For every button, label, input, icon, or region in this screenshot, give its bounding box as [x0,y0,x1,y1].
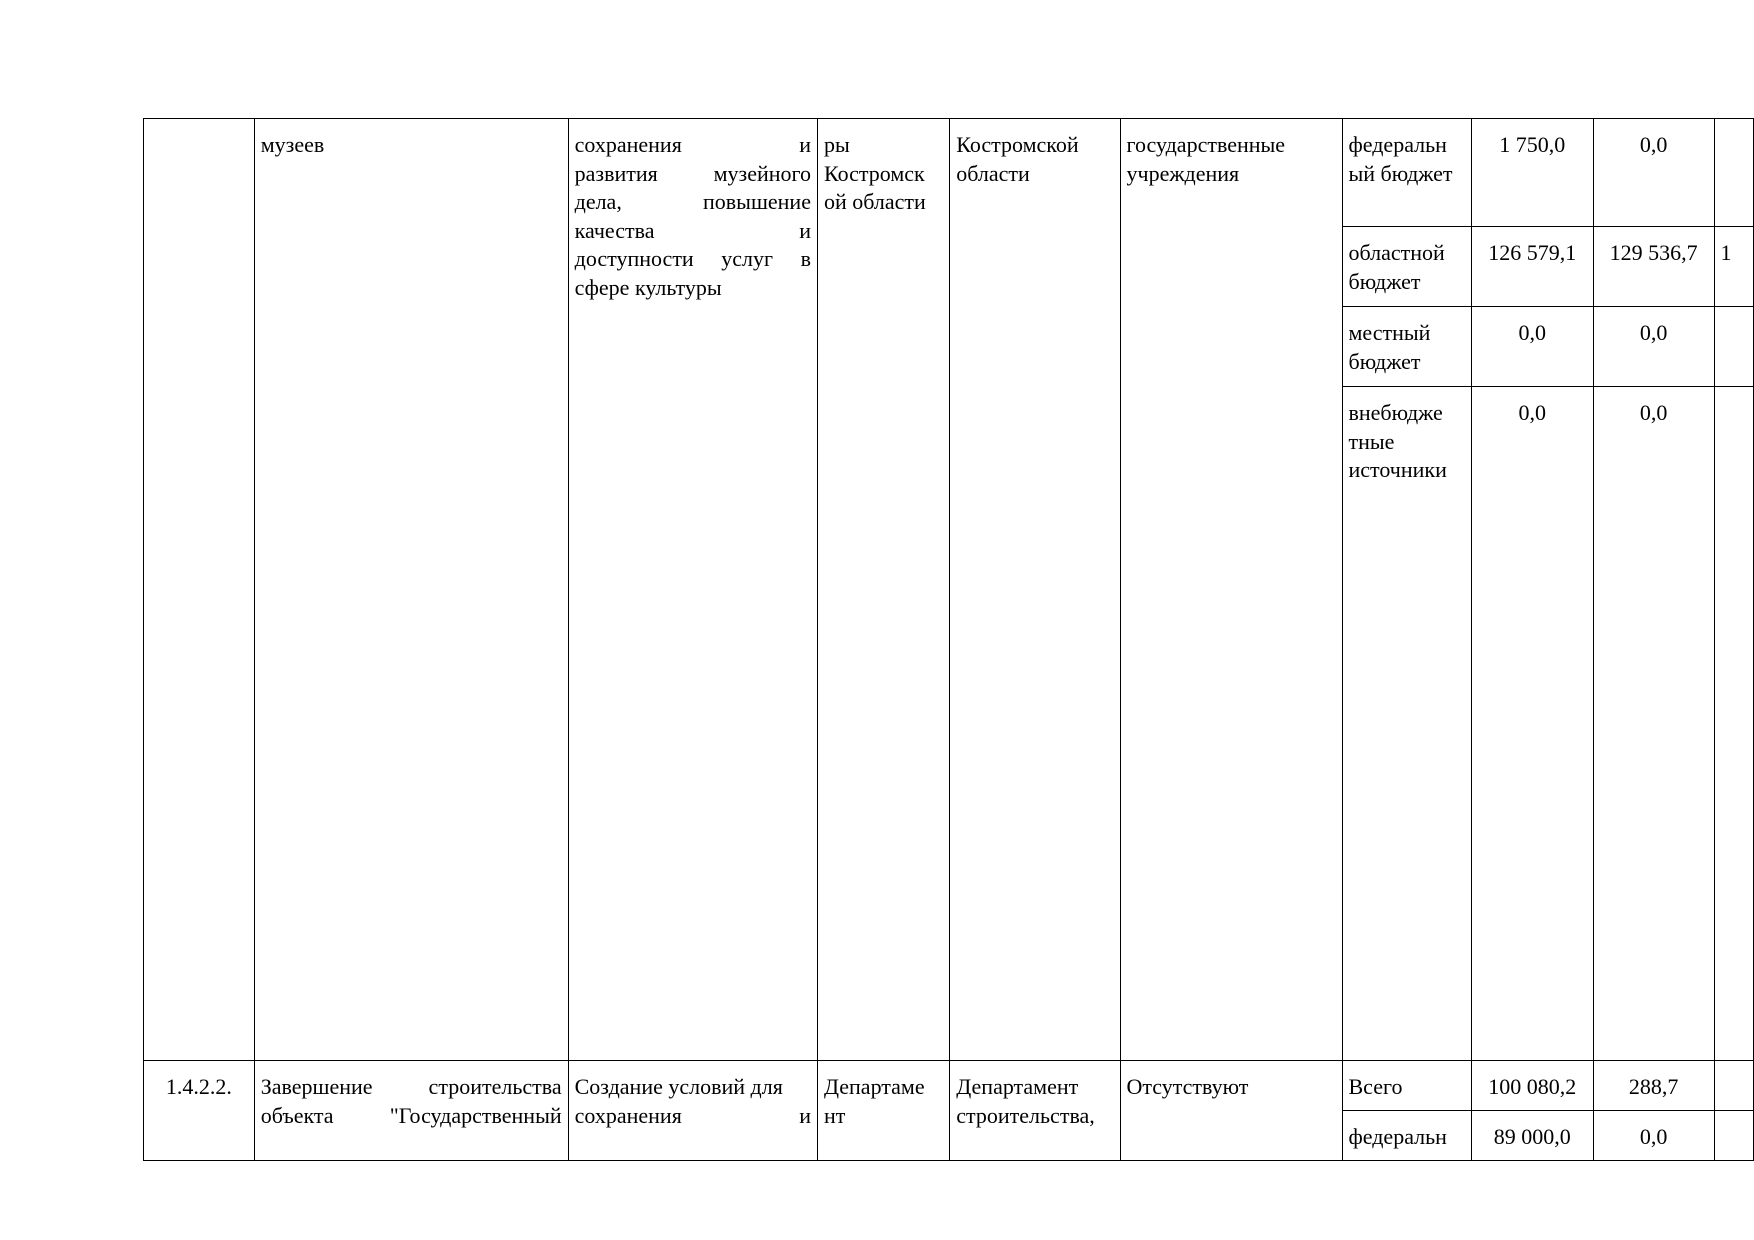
value-cell: 0,0 [1593,119,1714,227]
source-label: федеральн [1342,1111,1471,1161]
row2-purpose-line: сохранения и [574,1102,811,1128]
row2-number: 1.4.2.2. [144,1061,255,1161]
row1-purpose-line: развития музейного [574,160,811,186]
row1-participants: государственные учреждения [1120,119,1342,1061]
row2-purpose-line: Создание условий для [574,1074,783,1099]
row1-number [144,119,255,1061]
value-cell: 1 750,0 [1471,119,1593,227]
row2-name-line: Завершение строительства [260,1074,562,1099]
value-cell: 0,0 [1593,307,1714,387]
source-label: местный бюджет [1342,307,1471,387]
value-cell: 0,0 [1593,387,1714,1061]
row1-purpose-line: сохранения и [574,132,811,157]
value-cell: 288,7 [1593,1061,1714,1111]
row1-executor: ры Костромск ой области [817,119,949,1061]
source-label: областной бюджет [1342,227,1471,307]
row2-coexecutor: Департамент строительства, [950,1061,1120,1161]
row2-name [254,1061,568,1161]
row2-executor: Департаме нт [817,1061,949,1161]
row2-purpose [568,1061,817,1161]
value-cell [1714,119,1753,227]
value-cell: 126 579,1 [1471,227,1593,307]
value-cell: 0,0 [1471,387,1593,1061]
value-cell: 89 000,0 [1471,1111,1593,1161]
row1-purpose-line: дела, повышение [574,189,811,214]
row1-purpose-line: качества и [574,217,811,243]
value-cell [1714,387,1753,1061]
value-cell: 100 080,2 [1471,1061,1593,1111]
value-cell: 0,0 [1471,307,1593,387]
value-cell: 1 [1714,227,1753,307]
row1-coexecutor: Костромской области [950,119,1120,1061]
row2-name-line: объекта "Государственный [260,1102,562,1128]
value-cell: 129 536,7 [1593,227,1714,307]
value-cell: 0,0 [1593,1111,1714,1161]
row1-purpose-line: доступности услуг в [574,246,811,271]
budget-table [143,118,1754,1161]
value-cell [1714,1111,1753,1161]
value-cell [1714,307,1753,387]
row2-participants: Отсутствуют [1120,1061,1342,1161]
row1-purpose-line: сфере культуры [574,274,722,300]
row1-purpose [568,119,817,1061]
row1-name: музеев [254,119,568,1061]
source-label: федеральн ый бюджет [1342,119,1471,227]
value-cell [1714,1061,1753,1111]
source-label: внебюдже тные источники [1342,387,1471,1061]
source-label: Всего [1342,1061,1471,1111]
